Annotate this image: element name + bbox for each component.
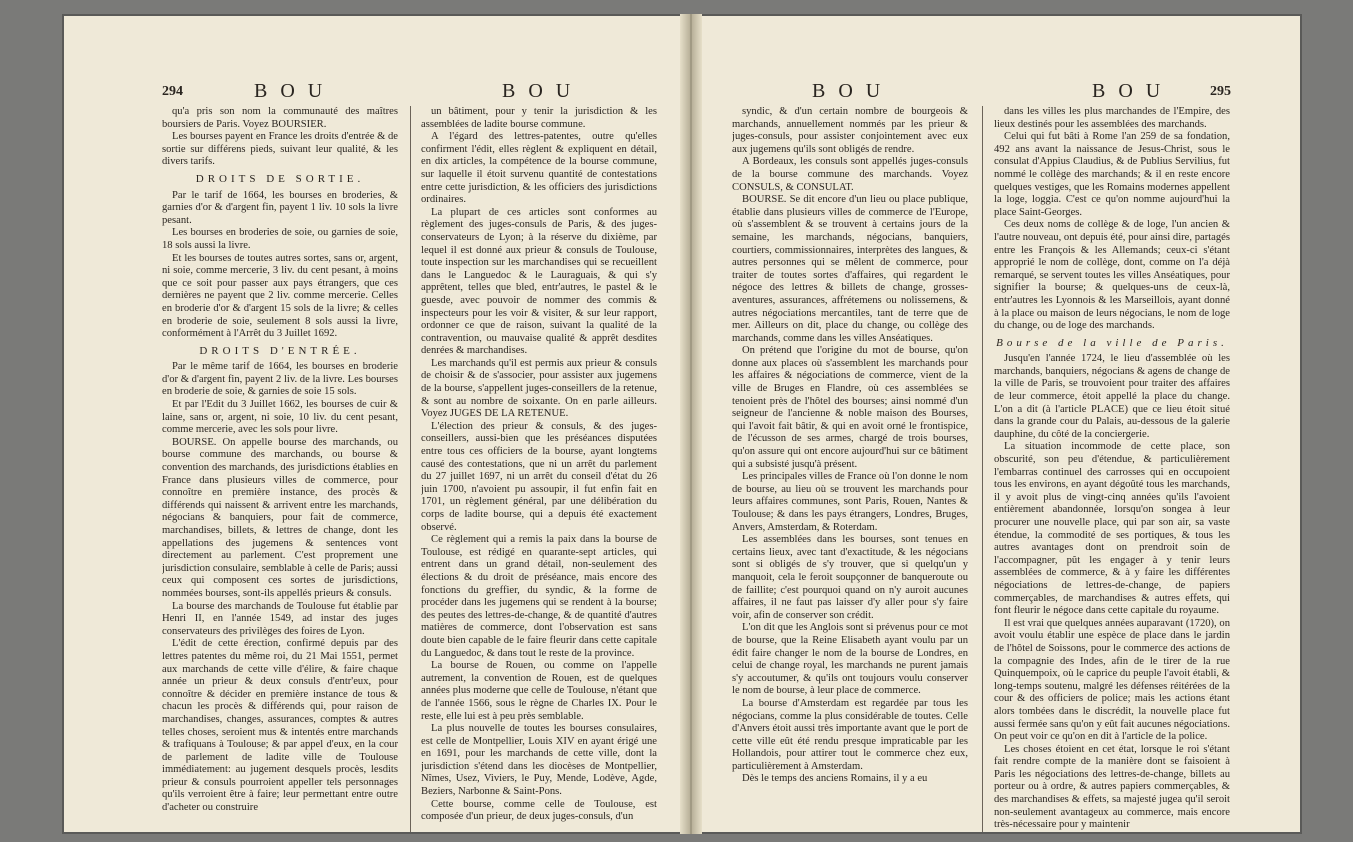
left-page-header bbox=[162, 72, 667, 102]
paragraph: Par le tarif de 1664, les bourses en broderies, & garnies d'or & d'argent fin, payent 1 liv. 10 sols la livre pesant. bbox=[162, 189, 398, 226]
open-book bbox=[62, 14, 1302, 834]
paragraph: Les bourses payent en France les droits d'entrée & de sortie sur différens pieds, suivant leur qualité, & les divers tarifs. bbox=[162, 131, 398, 168]
right-column-1 bbox=[732, 106, 968, 832]
paragraph: Les marchands qu'il est permis aux prieur & consuls de choisir & de s'associer, pour assister aux jugemens de la bourse, s'appellent juges-conseillers de la retenue, & sont au nombre de soixante. On en parle ailleurs. Voyez JUGES DE LA RETENUE. bbox=[421, 357, 657, 420]
paragraph: Les choses étoient en cet état, lorsque le roi s'étant fait rendre compte de la manière dont se faisoient à Paris les négociations des lettres-de-change, billets au porteur ou à ordre, & autres papiers commerçables, & des marchandises & effets, sa majesté jugea qu'il seroit non-seulement avantageux au commerce, mais encore très-nécessaire pour y maintenir bbox=[994, 743, 1230, 831]
catchword: B O U bbox=[812, 80, 885, 102]
paragraph: Et les bourses de toutes autres sortes, sans or, argent, ni soie, comme mercerie, 3 liv. du cent pesant, à moins que ce soit pour passer aux pays étrangers, que ces dernières ne payent que 2 liv. comme mercerie. Celles en broderie d'or & d'argent 15 sols de la livre; & celles en broderie de soie, seulement 8 sols aussi la livre, conformément à l'Arrêt du 3 Juillet 1692. bbox=[162, 252, 398, 340]
column-rule bbox=[410, 106, 411, 832]
section-heading: DROITS D'ENTRÉE. bbox=[199, 344, 361, 357]
paragraph: BOURSE. Se dit encore d'un lieu ou place publique, établie dans plusieurs villes de commerce de l'Europe, où s'assemblent & se trouvent à certains jours de la semaine, les marchands, négocians, banquiers, courtiers, commissionnaires, interprètes des langues, & autres personnes qui se mêlent de commerce, pour traiter de toutes sortes d'affaires, qui regardent le négoce des lettres & billets de change, grosses-aventures, assurances, affrétemens ou nolissemens, & autres négociations mercantiles, tant de terre que de mer. Ailleurs on dit, place du change, ou collège des marchands, comme dans les villes Anséatiques. bbox=[732, 194, 968, 344]
paragraph: La plus nouvelle de toutes les bourses consulaires, est celle de Montpellier, Louis XIV en ayant érigé une en 1691, pour les marchands de cette ville, dont la jurisdiction s'étend dans les diocèses de Montpellier, Nîmes, Usez, Viviers, le Puy, Mende, Lodève, Agde, Beziers, Narbonne & Saint-Pons. bbox=[421, 723, 657, 798]
catchword: B O U bbox=[1092, 80, 1165, 102]
section-heading: DROITS DE SORTIE. bbox=[195, 172, 365, 185]
page-number: 294 bbox=[162, 84, 183, 99]
catchword: B O U bbox=[254, 80, 327, 102]
right-page bbox=[732, 72, 1242, 832]
page-number: 295 bbox=[1210, 84, 1231, 99]
paragraph: Les assemblées dans les bourses, sont tenues en certains lieux, avec tant d'exactitude, & les négocians sont si obligés de s'y trouver, que si quelqu'un y manquoit, cela le feroit soupçonner de banqueroute ou de faillite; c'est pourquoi quand on n'y auroit aucunes affaires, il ne faut pas laisser d'y aller pour s'y faire voir, afin de conserver son crédit. bbox=[732, 534, 968, 621]
book-spine bbox=[680, 14, 702, 834]
paragraph: On prétend que l'origine du mot de bourse, qu'on donne aux places où s'assemblent les marchands pour les affaires & négociations de commerce, vient de la ville de Bruges en Flandre, où ces assemblées se tenoient près de l'hôtel des bourses; ainsi nommé d'un seigneur de l'ancienne & noble maison des Bourses, qui l'avoit fait bâtir, & qui en avoit orné le frontispice, de l'écusson de ses armes, chargé de trois bourses, qu'on assure qui ont encore aujourd'hui sur ce bâtiment qui a subsisté jusqu'à présent. bbox=[732, 345, 968, 470]
right-column-2 bbox=[994, 106, 1230, 832]
paragraph: L'élection des prieur & consuls, & des juges-conseillers, aussi-bien que les préséances disputées entre tous ces officiers de la bourse, ayant longtems causé des contestations, que ni un arrêt du parlement du 27 juillet 1697, ni un arrêt du conseil d'état du 26 juin 1700, n'avoient pu assoupir, il fut enfin fait en 1701, un règlement général, par une délibération du corps de ladite bourse, qui a depuis été exactement observé. bbox=[421, 420, 657, 533]
paragraph: Celui qui fut bâti à Rome l'an 259 de sa fondation, 492 ans avant la naissance de Jesus-Christ, sous le consulat d'Appius Claudius, & de Publius Servilius, fut nommé le collège des marchands; & il en reste encore quelques vestiges, que les Romains modernes appellent la loge, loggia. C'est ce qu'on nomme aujourd'hui la place Saint-Georges. bbox=[994, 131, 1230, 218]
paragraph: L'on dit que les Anglois sont si prévenus pour ce mot de bourse, que la Reine Elisabeth ayant voulu par un édit faire changer le nom de la bourse de Londres, en celui de change royal, les marchands ne purent jamais s'y accoutumer, & qu'ils ont toujours voulu conserver le nom de bourse, à leur place de commerce. bbox=[732, 622, 968, 697]
catchword: B O U bbox=[502, 80, 575, 102]
paragraph: BOURSE. On appelle bourse des marchands, ou bourse commune des marchands, ou bourse & convention des marchands, des jurisdictions établies en France dans plusieurs villes de commerce, pour connoître en première instance, des procès & différends qui naissent & arrivent entre les marchands, négocians & banquiers, pour fait de commerce, marchandises, billets, & lettres de change, dont les appellations des jugemens & sentences vont directement au parlement. C'est proprement une jurisdiction consulaire, semblable à celle de Paris; aussi ceux qui composent ces sortes de jurisdictions, nommées bourses, sont-ils appellés prieurs & consuls. bbox=[162, 436, 398, 599]
column-rule bbox=[982, 106, 983, 832]
paragraph: Et par l'Edit du 3 Juillet 1662, les bourses de cuir & laine, sans or, argent, ni soie, 10 liv. du cent pesant, comme mercerie, avec les sols pour livre. bbox=[162, 399, 398, 436]
paragraph: Il est vrai que quelques années auparavant (1720), on avoit voulu établir une espèce de place dans le jardin de l'hôtel de Soissons, pour le commerce des actions de la compagnie des Indes, afin de le tirer de la rue Quinquempoix, où le caprice du peuple l'avoit établi, & long-temps soutenu, malgré les défenses réitérées de la cour & des officiers de police; mais les actions étant alors tombées dans le discrédit, la nouvelle place fut aussi fermée sans qu'on y eût fait aucunes négociations. On peut voir ce qu'on en dit à l'article de la police. bbox=[994, 617, 1230, 743]
paragraph: A Bordeaux, les consuls sont appellés juges-consuls de la bourse commune des marchands. Voyez CONSULS, & CONSULAT. bbox=[732, 156, 968, 193]
paragraph: La bourse des marchands de Toulouse fut établie par Henri II, en l'année 1549, ad instar des juges conservateurs des privilèges des foires de Lyon. bbox=[162, 600, 398, 637]
paragraph: Les bourses en broderies de soie, ou garnies de soie, 18 sols aussi la livre. bbox=[162, 227, 398, 251]
paragraph: Ce règlement qui a remis la paix dans la bourse de Toulouse, est rédigé en quarante-sept articles, qui entrent dans un grand détail, non-seulement des élections & du droit de préséance, mais encore des fonctions du greffier, du syndic, & la forme de procéder dans les jugemens qui se rendent à la bourse; des peutes des lettres-de-change, & de quantité d'autres matières de commerce, dont l'observation est sans doute bien capable de le faire fleurir dans cette capitale du Languedoc, & dans tout le reste de la province. bbox=[421, 534, 657, 659]
paragraph: La bourse d'Amsterdam est regardée par tous les négocians, comme la plus considérable de toutes. Celle d'Anvers étoit aussi très importante avant que le port de cette ville eût été rendu presque impraticable par les Hollandois, pour attirer tout le commerce chez eux, particulièrement à Amsterdam. bbox=[732, 697, 968, 772]
paragraph: L'édit de cette érection, confirmé depuis par des lettres patentes du même roi, du 21 Mai 1551, permet aux marchands de cette ville d'élire, & faire chaque année un prieur & deux consuls d'entr'eux, pour connoître & décider en première instance de tous & chacun les procès & différends qui, pour raison de marchandises, changes, assurances, comptes & autres telles choses, seroient mus & intentés entre marchands & trafiquans à Toulouse; & par appel d'eux, en la cour de parlement de ladite ville de Toulouse immédiatement: au jugement desquels procès, lesdits prieur & consuls pourroient appeller tels personnages qu'ils verroient être à faire; leur permettant entre outre d'acheter ou construire bbox=[162, 638, 398, 814]
paragraph: Jusqu'en l'année 1724, le lieu d'assemblée où les marchands, banquiers, négocians & agens de change de la ville de Paris, se trouvoient pour traiter des affaires de leur commerce, étoit appellé la place du change. L'on a dit (à l'article PLACE) que ce lieu étoit situé dans la grande cour du Palais, au-dessous de la galerie dauphine, du côté de la conciergerie. bbox=[994, 353, 1230, 440]
section-heading: Bourse de la ville de Paris. bbox=[996, 336, 1228, 349]
paragraph: syndic, & d'un certain nombre de bourgeois & marchands, annuellement nommés par les prieur & juges-consuls, pour assister conjointement avec eux aux jugemens qu'ils sont obligés de rendre. bbox=[732, 106, 968, 155]
paragraph: La plupart de ces articles sont conformes au règlement des juges-consuls de Paris, & des juges-conservateurs de Lyon; à la réserve du dixième, par lequel il est donné aux prieur & consuls de Toulouse, toute inspection sur les marchandises qui se recueillent dans le Languedoc & le Lauraguais, & qui s'y apprêtent, telles que bled, entr'autres, le pastel & le guesde, avec pouvoir de nommer des commis & inspecteurs pour les voir & visiter, & sur leur rapport, ordonner ce que de raison, suivant la qualité de la contravention, ou mauvaise qualité & apprêt desdites denrées & marchandises. bbox=[421, 206, 657, 357]
right-page-header bbox=[732, 72, 1242, 102]
paragraph: Les principales villes de France où l'on donne le nom de bourse, au lieu où se trouvent les marchands pour leurs affaires communes, sont Paris, Rouen, Nantes & Toulouse; & dans les pays étrangers, Londres, Bruges, Anvers, Amsterdam, & Roterdam. bbox=[732, 471, 968, 533]
paragraph: Par le même tarif de 1664, les bourses en broderie d'or & d'argent fin, payent 2 liv. de la livre. Les bourses en broderie de soie, & garnies de soie 15 sols. bbox=[162, 361, 398, 398]
paragraph: dans les villes les plus marchandes de l'Empire, des lieux destinés pour les assemblées des marchands. bbox=[994, 106, 1230, 130]
paragraph: Dès le temps des anciens Romains, il y a eu bbox=[742, 773, 928, 785]
paragraph: un bâtiment, pour y tenir la jurisdiction & les assemblées de ladite bourse commune. bbox=[421, 106, 657, 130]
left-column-1 bbox=[162, 106, 398, 832]
paragraph: Ces deux noms de collège & de loge, l'un ancien & l'autre nouveau, ont depuis été, pour ainsi dire, partagés entre les François & les Allemands; ceux-ci s'étant approprié le nom de collège, dont, comme on l'a déjà remarqué, se servent toutes les villes Anséatiques, pour signifier la bourse; & quelques-uns de ceux-là, entr'autres les Lyonnois & les Marseillois, ayant donné à la place ou maison de leurs négocians, le nom de loge du change, ou de loge des marchands. bbox=[994, 219, 1230, 332]
paragraph: qu'a pris son nom la communauté des maîtres boursiers de Paris. Voyez BOURSIER. bbox=[162, 106, 398, 130]
paragraph: Cette bourse, comme celle de Toulouse, est composée d'un prieur, de deux juges-consuls, d'un bbox=[421, 798, 657, 823]
left-page bbox=[162, 72, 667, 832]
left-column-2 bbox=[421, 106, 657, 832]
paragraph: A l'égard des lettres-patentes, outre qu'elles confirment l'édit, elles règlent & expliquent en détail, en dix articles, la compétence de la bourse commune, sur laquelle il étoit survenu quantité de contestations entre cette jurisdiction, & les officiers des jurisdictions ordinaires. bbox=[421, 131, 657, 206]
paragraph: La situation incommode de cette place, son obscurité, son peu d'étendue, & particulièrement l'embarras continuel des carrosses qui en occupoient tous les environs, en ayant dégoûté tous les marchands, il y avoit plus de vingt-cinq années qu'ils l'avoient entièrement abandonnée, lorsqu'on songea à leur procurer une nouvelle place, qui par son air, sa vaste étendue, la commodité de ses portiques, & tous les autres avantages dont on prendroit soin de l'accompagner, pût les engager à y tenir leurs assemblées de commerce, & à y faire les différentes négociations de lettres-de-change, de papiers commerçables, de marchandises & autres effets, qui font fleurir le négoce dans cette capitale du royaume. bbox=[994, 441, 1230, 617]
paragraph: La bourse de Rouen, ou comme on l'appelle autrement, la convention de Rouen, est de quelques années plus moderne que celle de Toulouse, n'étant que de l'année 1566, sous le règne de Charles IX. Pour le reste, elle lui est à peu près semblable. bbox=[421, 660, 657, 722]
